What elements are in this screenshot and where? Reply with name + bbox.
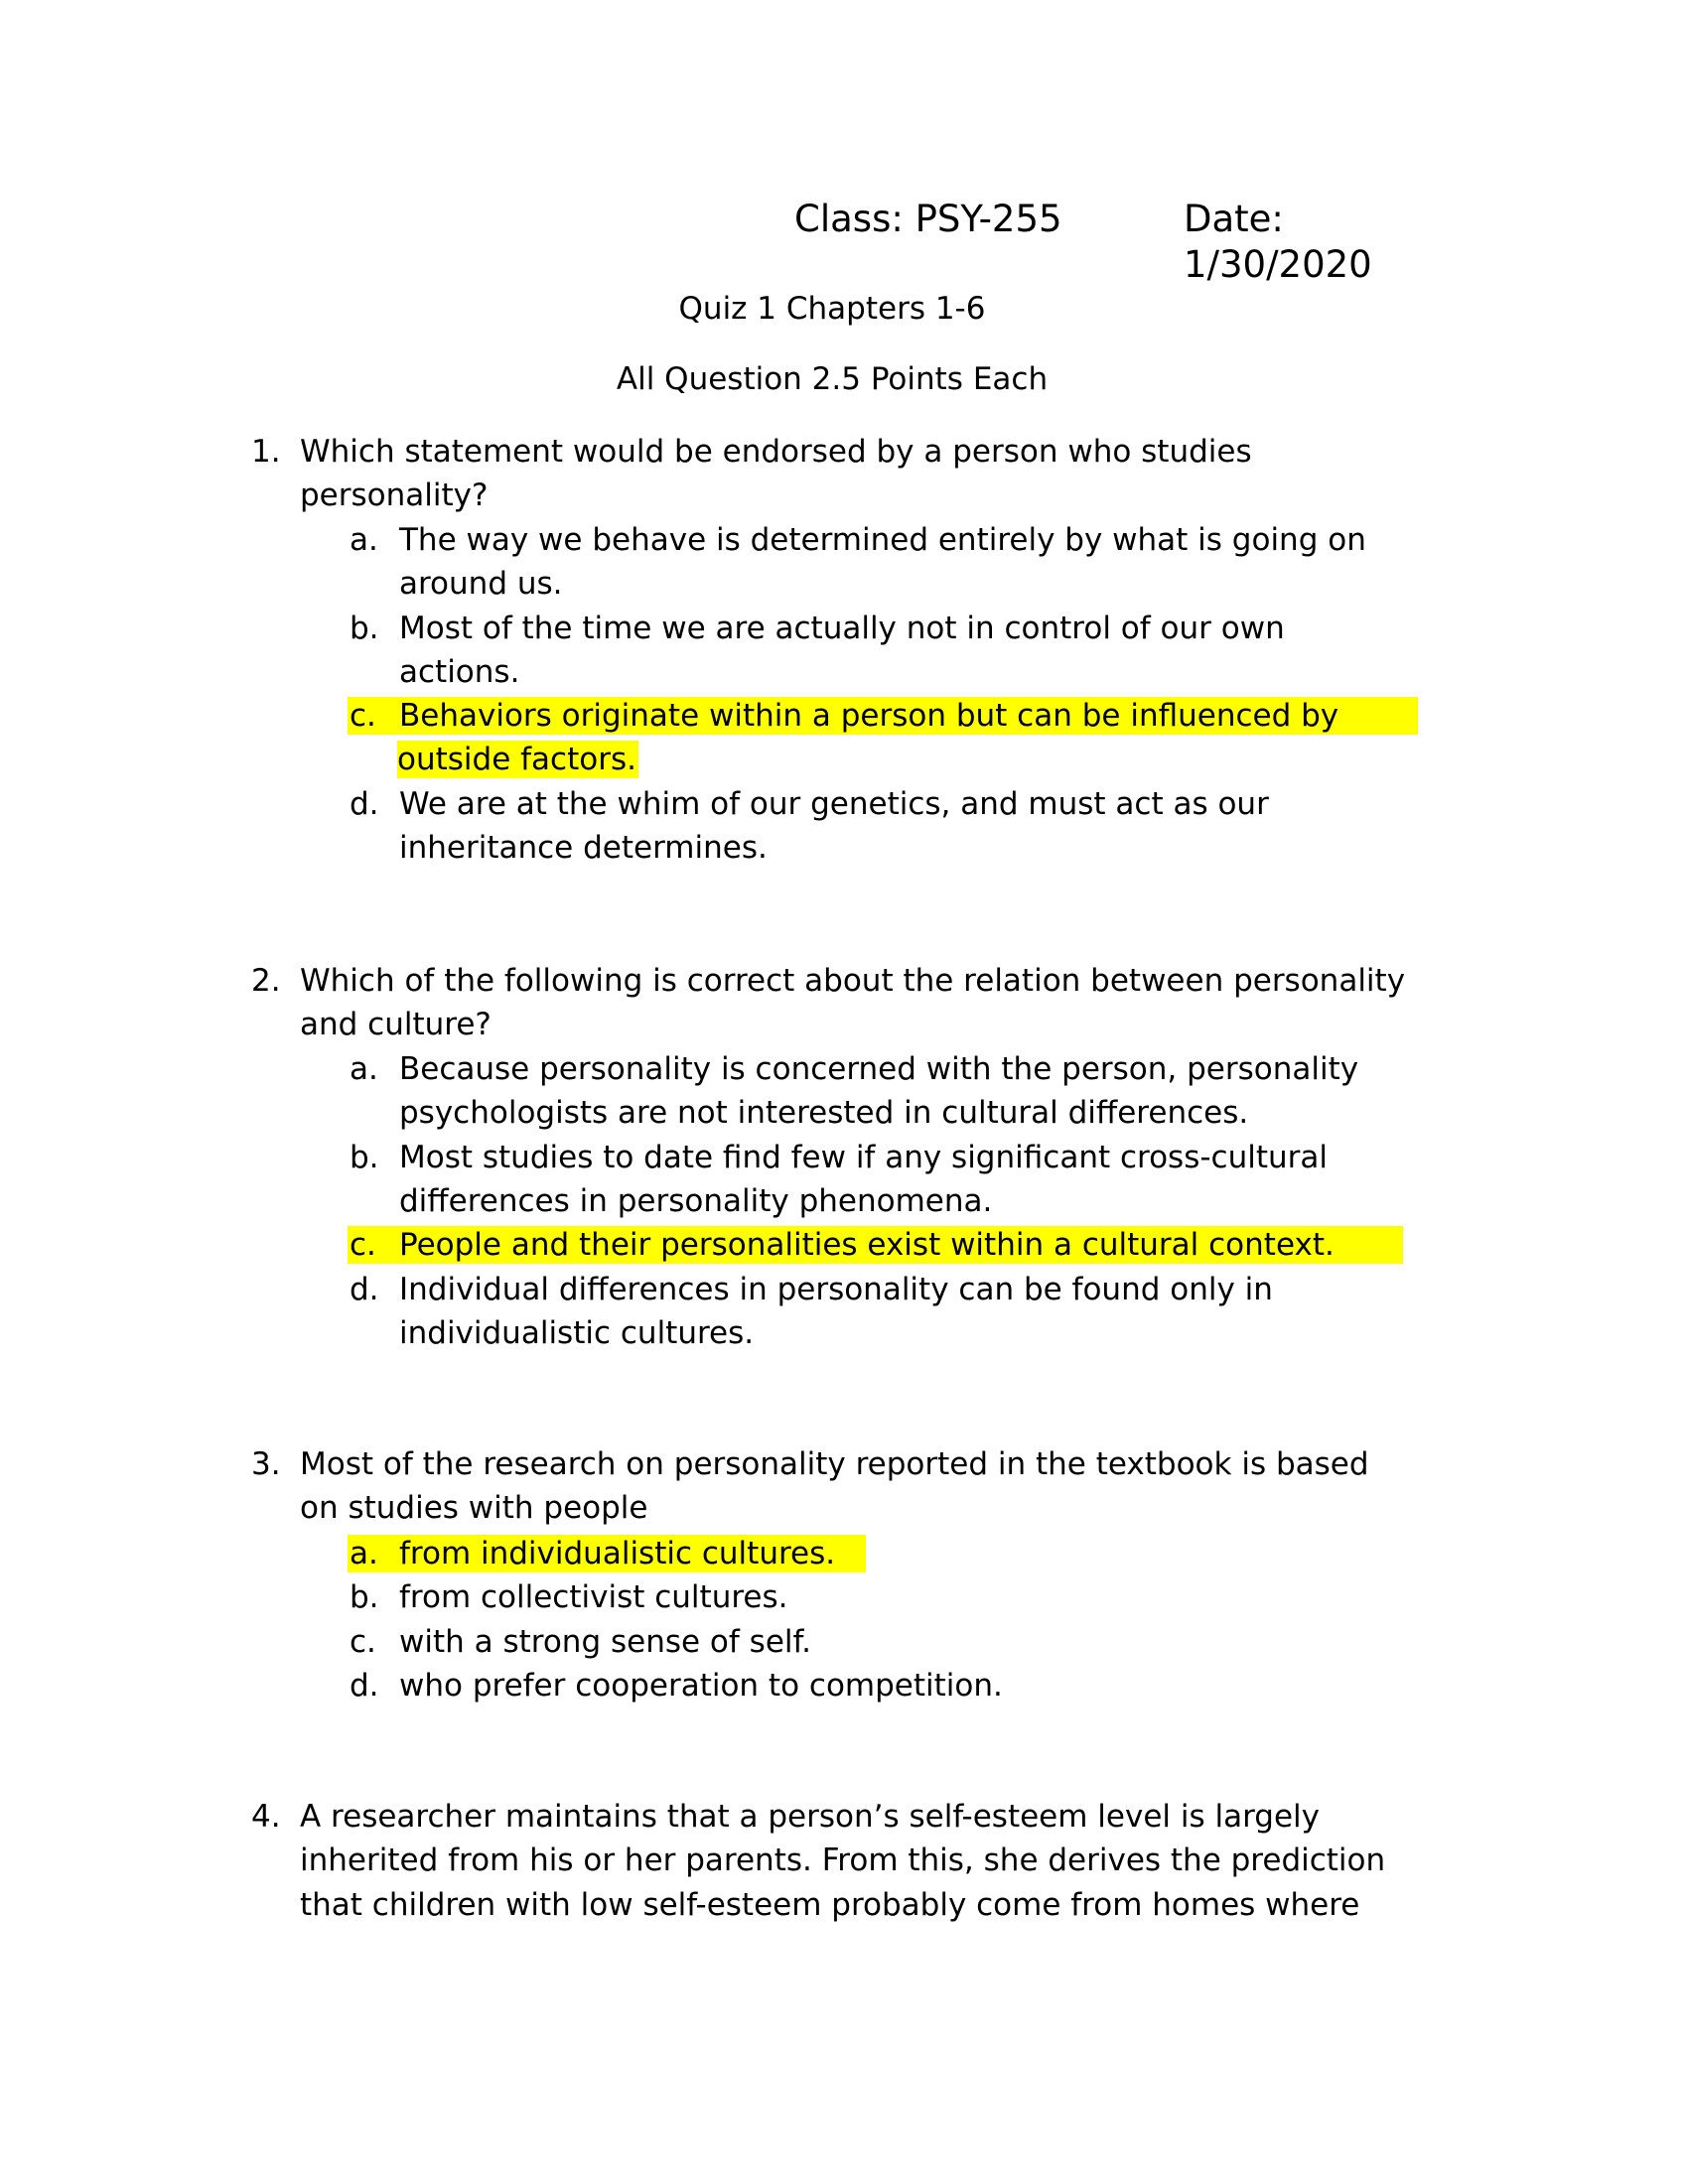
option-c-text: outside factors. xyxy=(397,742,636,777)
option-marker-b: b. xyxy=(350,611,379,646)
option-c-text: with a strong sense of self. xyxy=(399,1624,812,1660)
question-text-line: Most of the research on personality reported in the textbook is based xyxy=(300,1446,1369,1482)
quiz-title: Quiz 1 Chapters 1-6 xyxy=(678,291,986,327)
option-marker-c: c. xyxy=(350,1624,376,1660)
option-a-text: from individualistic cultures. xyxy=(399,1536,836,1571)
question-number: 4. xyxy=(251,1799,281,1835)
option-a-text: psychologists are not interested in cultural differences. xyxy=(399,1095,1249,1131)
option-marker-a: a. xyxy=(350,522,378,558)
question-text-line: inherited from his or her parents. From this, she derives the prediction xyxy=(300,1843,1386,1878)
option-marker-c: c. xyxy=(350,698,376,734)
option-b-text: from collectivist cultures. xyxy=(399,1579,788,1615)
option-b-text: actions. xyxy=(399,654,520,690)
option-a-text: around us. xyxy=(399,566,563,602)
answer-highlight xyxy=(348,697,1418,735)
option-marker-a: a. xyxy=(350,1536,378,1571)
question-text-line: Which of the following is correct about the relation between personality xyxy=(300,963,1406,999)
question-text-line: and culture? xyxy=(300,1007,492,1042)
date-value: 1/30/2020 xyxy=(1184,243,1372,286)
option-c-text: People and their personalities exist within a cultural context. xyxy=(399,1227,1335,1263)
answer-highlight xyxy=(348,1226,1403,1264)
date-label: Date: xyxy=(1184,198,1284,240)
question-number: 2. xyxy=(251,963,281,999)
option-marker-d: d. xyxy=(350,1668,379,1704)
option-b-text: Most of the time we are actually not in control of our own xyxy=(399,611,1285,646)
option-d-text: We are at the whim of our genetics, and must act as our xyxy=(399,786,1269,822)
option-marker-b: b. xyxy=(350,1579,379,1615)
class-label: Class: PSY-255 xyxy=(794,198,1062,240)
question-text-line: Which statement would be endorsed by a person who studies xyxy=(300,434,1252,470)
question-text-line: personality? xyxy=(300,478,489,513)
option-d-text: Individual differences in personality can be found only in xyxy=(399,1272,1273,1307)
option-marker-b: b. xyxy=(350,1140,379,1175)
option-d-text: inheritance determines. xyxy=(399,830,768,866)
question-number: 1. xyxy=(251,434,281,470)
option-b-text: Most studies to date find few if any significant cross-cultural xyxy=(399,1140,1328,1175)
points-subtitle: All Question 2.5 Points Each xyxy=(616,361,1049,397)
option-marker-d: d. xyxy=(350,1272,379,1307)
option-a-text: The way we behave is determined entirely by what is going on xyxy=(399,522,1366,558)
option-b-text: differences in personality phenomena. xyxy=(399,1183,993,1219)
answer-highlight xyxy=(348,1535,866,1572)
option-marker-c: c. xyxy=(350,1227,376,1263)
option-d-text: who prefer cooperation to competition. xyxy=(399,1668,1003,1704)
option-marker-d: d. xyxy=(350,786,379,822)
question-number: 3. xyxy=(251,1446,281,1482)
question-text-line: that children with low self-esteem probably come from homes where xyxy=(300,1887,1360,1923)
option-marker-a: a. xyxy=(350,1051,378,1087)
question-text-line: on studies with people xyxy=(300,1490,648,1526)
option-a-text: Because personality is concerned with the person, personality xyxy=(399,1051,1359,1087)
option-c-text: Behaviors originate within a person but can be influenced by xyxy=(399,698,1349,734)
question-text-line: A researcher maintains that a person’s self-esteem level is largely xyxy=(300,1799,1321,1835)
option-d-text: individualistic cultures. xyxy=(399,1315,755,1351)
